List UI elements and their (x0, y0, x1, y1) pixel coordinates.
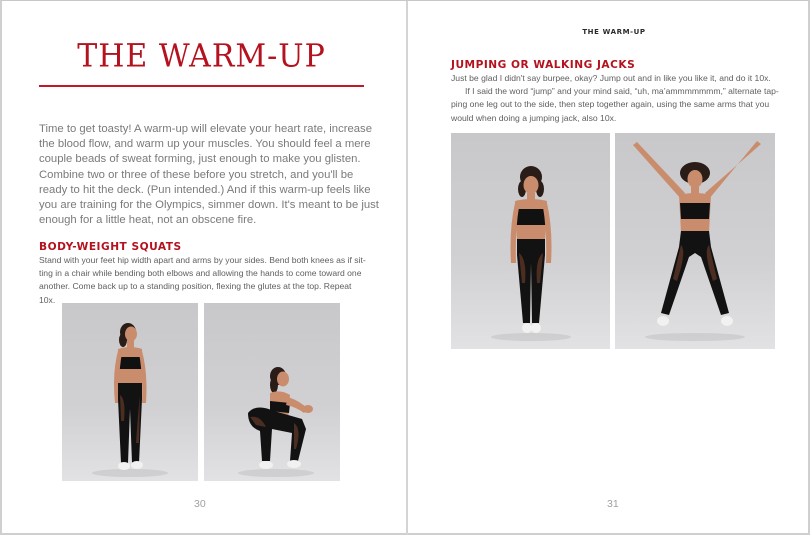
photo-squat-standing (62, 303, 198, 481)
section-heading-squats: BODY-WEIGHT SQUATS (39, 241, 182, 253)
woman-squatting-illustration (204, 303, 340, 481)
chapter-title: THE WARM-UP (77, 38, 326, 75)
woman-standing-front-illustration (451, 133, 610, 349)
page-number: 30 (194, 498, 206, 510)
photo-jacks-jumping (615, 133, 775, 349)
jacks-paragraph-2: If I said the word “jump” and your mind said, “uh, ma’ammmmmmm,” alternate tap-ping one leg out to the side, then step together again, using the same arms that you would when doing a jumping jack, also 10x. (451, 86, 779, 123)
intro-paragraph: Time to get toasty! A warm-up will elevate your heart rate, increase the blood flow, and warm up your muscles. You should feel a mere couple beads of sweat forming, just enough to make you glisten. Combine two or three of these before you stretch, and you'll be ready to hit the deck. (Pun intended.) And if this warm-up feels like you are training for the Olympics, simmer down. It's meant to be just enough for a little heat, not an obscene fire. (39, 123, 379, 227)
section-heading-jacks: JUMPING OR WALKING JACKS (451, 59, 636, 71)
photo-squat-down (204, 303, 340, 481)
woman-standing-illustration (62, 303, 198, 481)
squats-instructions: Stand with your feet hip width apart and arms by your sides. Bend both knees as if sit-ting in a chair while bending both elbows and allowing the hands to come toward one another. Come back up to a standing position, flexing the glutes at the top. Repeat 10x. (39, 255, 366, 305)
jacks-instructions (451, 72, 791, 125)
photo-jacks-standing (451, 133, 610, 349)
left-page (2, 1, 406, 535)
woman-jumping-jack-illustration (615, 133, 775, 349)
jacks-paragraph-1: Just be glad I didn't say burpee, okay? Jump out and in like you like it, and do it 10x. (451, 73, 771, 83)
running-head: THE WARM-UP (582, 28, 646, 36)
title-rule-divider (39, 85, 364, 87)
page-number: 31 (607, 498, 619, 510)
right-page (408, 1, 810, 535)
